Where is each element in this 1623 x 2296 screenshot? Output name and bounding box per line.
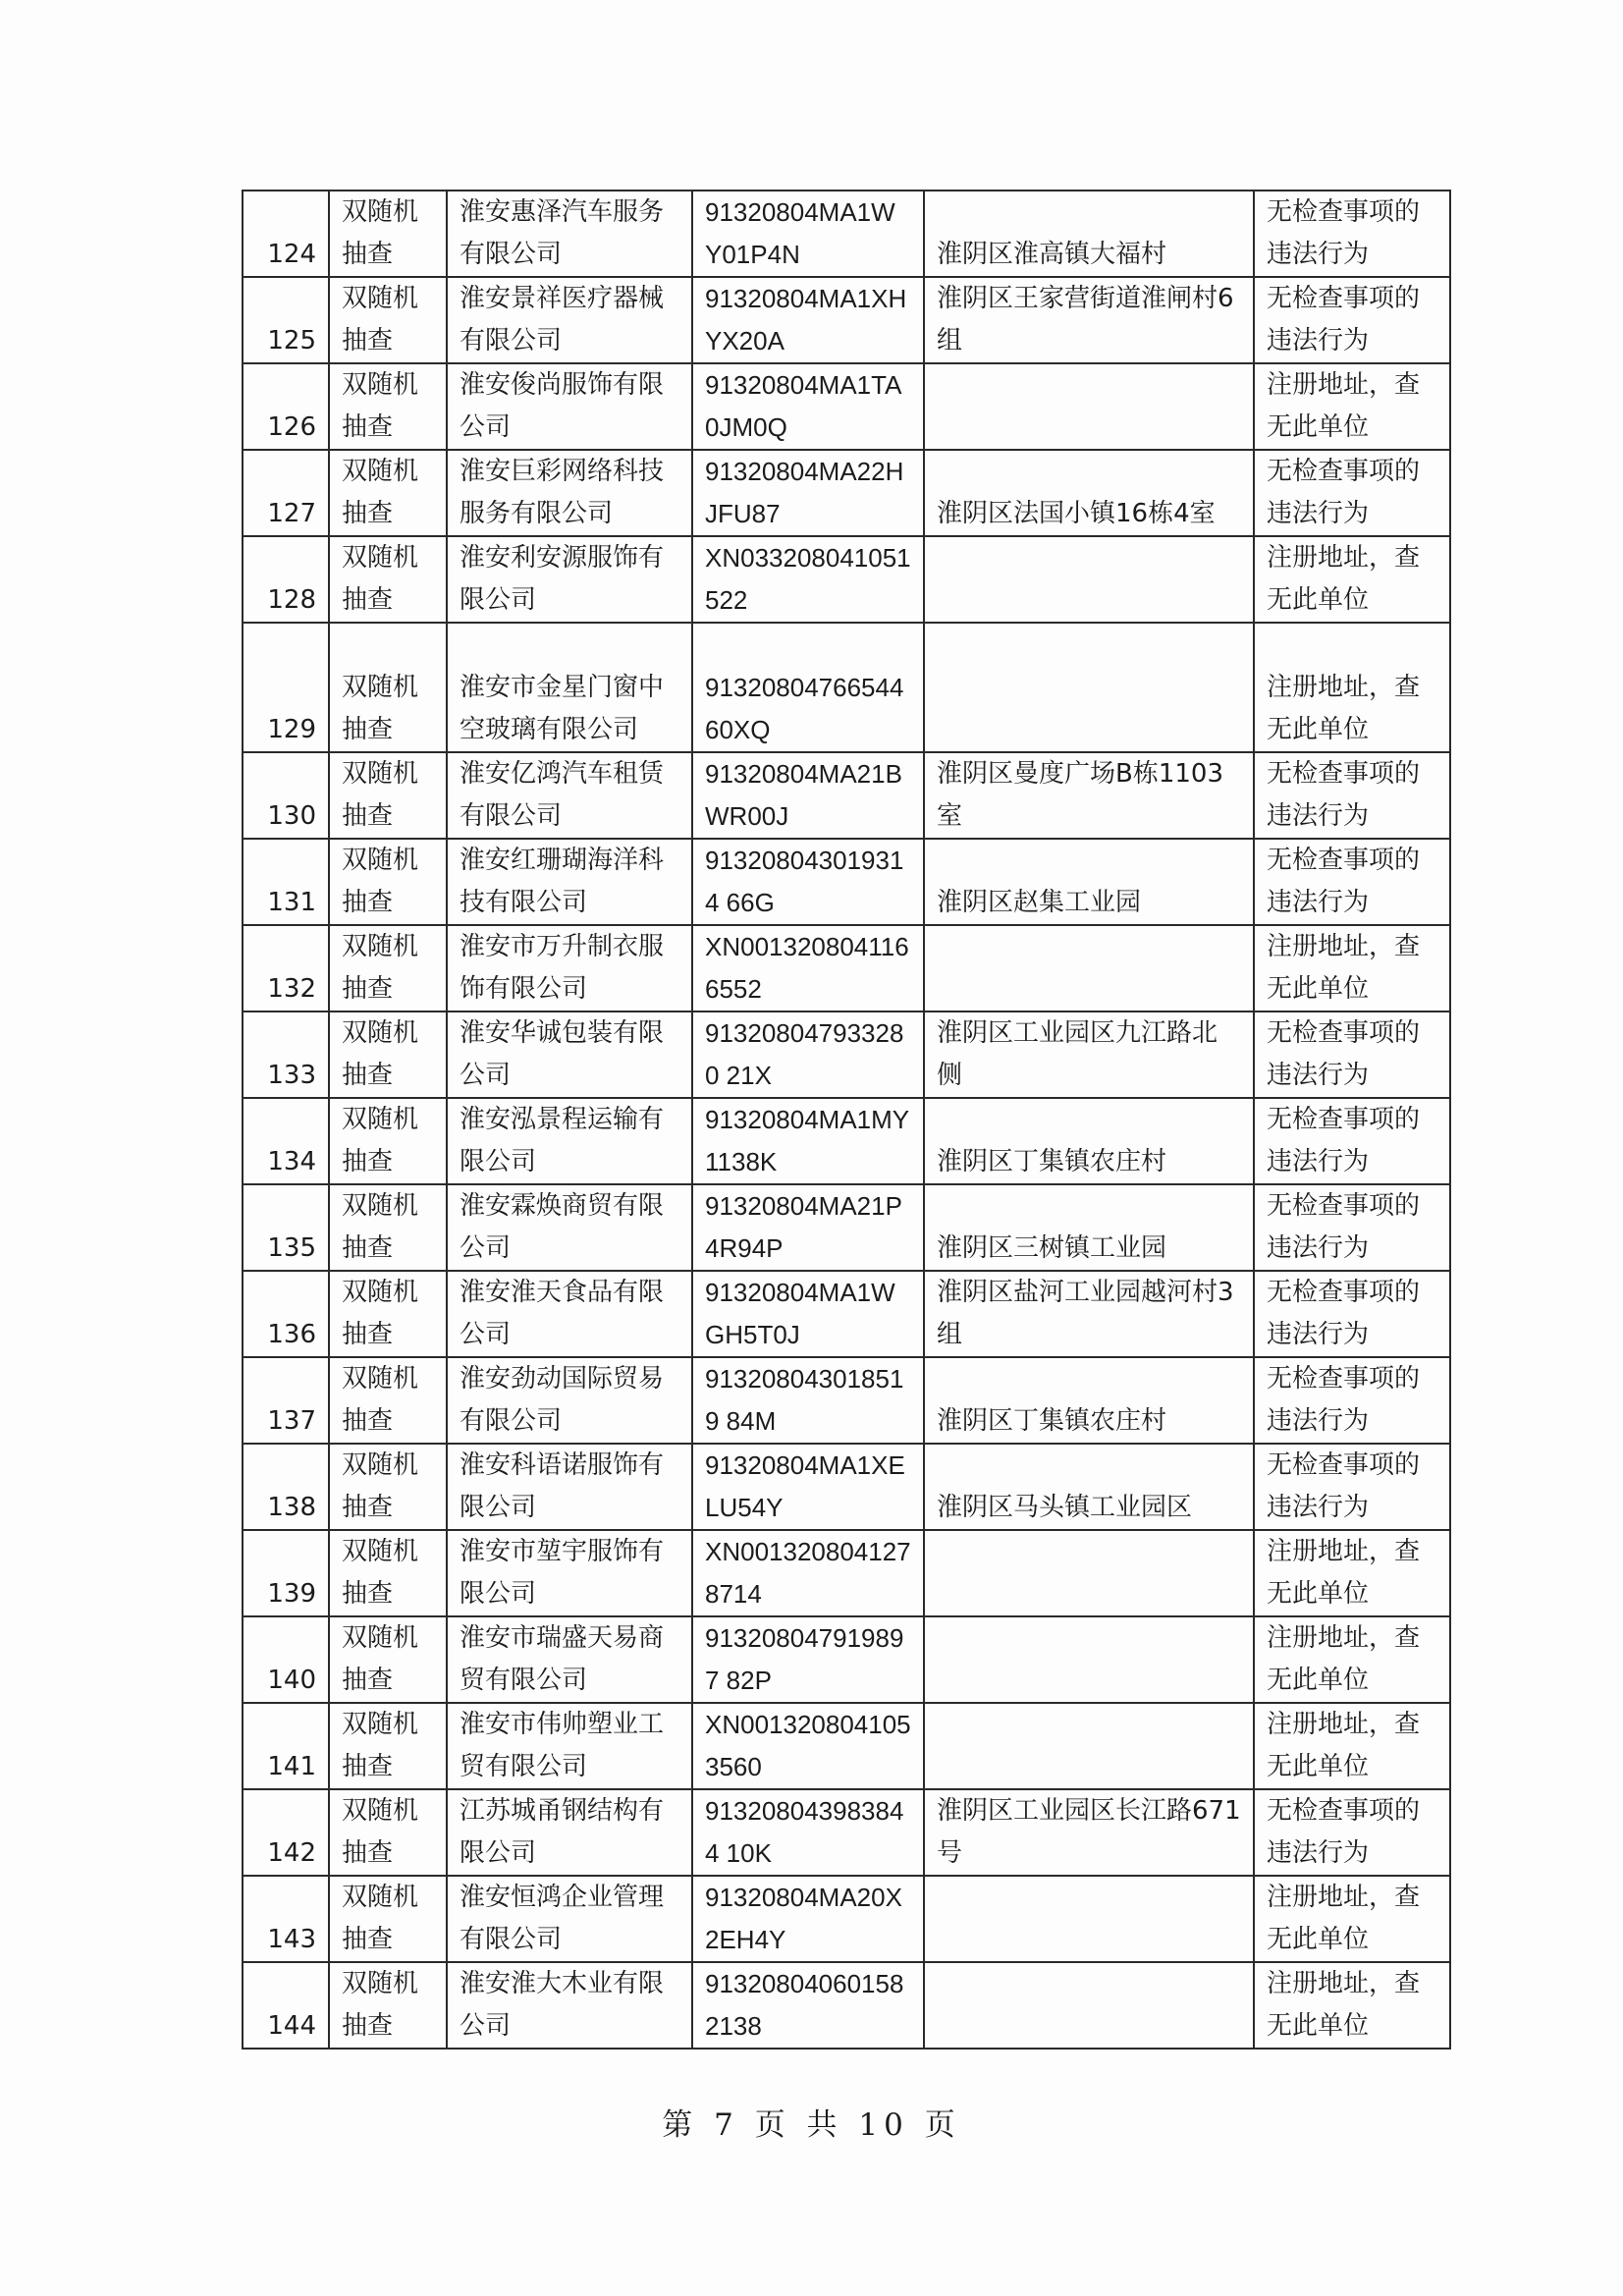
- company-name-cell: [447, 1098, 692, 1184]
- inspection-type-cell: [329, 277, 447, 363]
- company-name-cell: [447, 1876, 692, 1962]
- credit-code-cell: [692, 1789, 924, 1876]
- company-name: 淮安市堃宇服饰有限公司: [460, 1537, 665, 1609]
- company-name: 淮安俊尚服饰有限公司: [460, 370, 665, 442]
- credit-code-cell: [692, 363, 924, 450]
- table-row: [243, 1876, 1450, 1962]
- inspection-type: 双随机抽查: [342, 457, 419, 528]
- inspection-result: 注册地址，查无此单位: [1267, 1710, 1421, 1781]
- inspection-type-cell: [329, 450, 447, 536]
- address-cell: [924, 925, 1254, 1011]
- company-name: 淮安霖焕商贸有限公司: [460, 1191, 665, 1263]
- credit-code-cell: [692, 450, 924, 536]
- table-row: [243, 363, 1450, 450]
- credit-code-cell: [692, 752, 924, 839]
- company-name: 淮安华诚包装有限公司: [460, 1018, 665, 1090]
- address-cell: [924, 363, 1254, 450]
- page-footer: [0, 2100, 1623, 2144]
- inspection-type-cell: [329, 752, 447, 839]
- inspection-type: 双随机抽查: [342, 1278, 419, 1349]
- address-cell: [924, 191, 1254, 277]
- credit-code: 91320804MA21P4R94P: [705, 1191, 902, 1263]
- company-name: 淮安泓景程运输有限公司: [460, 1105, 665, 1176]
- inspection-result: 无检查事项的违法行为: [1267, 197, 1421, 269]
- address-cell: [924, 1444, 1254, 1530]
- row-number: 127: [267, 499, 316, 528]
- inspection-result: 无检查事项的违法行为: [1267, 1278, 1421, 1349]
- inspection-type-cell: [329, 1876, 447, 1962]
- table-row: [243, 1098, 1450, 1184]
- row-number-cell: [243, 536, 329, 623]
- row-number-cell: [243, 1444, 329, 1530]
- row-number: 126: [267, 412, 316, 442]
- inspection-type: 双随机抽查: [342, 197, 419, 269]
- inspection-result-cell: [1254, 1357, 1450, 1444]
- company-name: 淮安市金星门窗中空玻璃有限公司: [460, 673, 665, 744]
- address: 淮阴区丁集镇农庄村: [937, 1406, 1167, 1436]
- inspection-type: 双随机抽查: [342, 1537, 419, 1609]
- inspection-result: 注册地址，查无此单位: [1267, 370, 1421, 442]
- row-number: 125: [267, 326, 316, 355]
- company-name: 淮安巨彩网络科技服务有限公司: [460, 457, 665, 528]
- inspection-type: 双随机抽查: [342, 284, 419, 355]
- inspection-type-cell: [329, 1703, 447, 1789]
- inspection-result: 无检查事项的违法行为: [1267, 759, 1421, 831]
- table-row: [243, 839, 1450, 925]
- row-number-cell: [243, 623, 329, 752]
- row-number-cell: [243, 1357, 329, 1444]
- credit-code-cell: [692, 1616, 924, 1703]
- company-name-cell: [447, 450, 692, 536]
- inspection-result-cell: [1254, 1962, 1450, 2049]
- inspection-result-cell: [1254, 1011, 1450, 1098]
- company-name: 淮安市瑞盛天易商贸有限公司: [460, 1623, 665, 1695]
- address-cell: [924, 1962, 1254, 2049]
- row-number-cell: [243, 1530, 329, 1616]
- credit-code-cell: [692, 1184, 924, 1271]
- inspection-results-table: [242, 190, 1451, 2050]
- credit-code: XN0013208041166552: [705, 932, 909, 1004]
- credit-code: 91320804MA21BWR00J: [705, 759, 902, 831]
- credit-code: 9132080476654460XQ: [705, 673, 904, 744]
- address: 淮阴区丁集镇农庄村: [937, 1147, 1167, 1176]
- inspection-type-cell: [329, 1962, 447, 2049]
- inspection-result: 注册地址，查无此单位: [1267, 543, 1421, 615]
- inspection-result-cell: [1254, 363, 1450, 450]
- credit-code-cell: [692, 1530, 924, 1616]
- row-number-cell: [243, 1703, 329, 1789]
- credit-code-cell: [692, 191, 924, 277]
- address-cell: [924, 1271, 1254, 1357]
- inspection-result: 无检查事项的违法行为: [1267, 1450, 1421, 1522]
- inspection-result-cell: [1254, 536, 1450, 623]
- address-cell: [924, 1098, 1254, 1184]
- address-cell: [924, 1011, 1254, 1098]
- inspection-result: 无检查事项的违法行为: [1267, 1796, 1421, 1868]
- inspection-type-cell: [329, 925, 447, 1011]
- row-number: 133: [267, 1061, 316, 1090]
- inspection-result-cell: [1254, 1703, 1450, 1789]
- company-name: 江苏城甬钢结构有限公司: [460, 1796, 665, 1868]
- table-row: [243, 1184, 1450, 1271]
- credit-code: 91320804MA22HJFU87: [705, 457, 904, 528]
- credit-code: 91320804MA1TA0JM0Q: [705, 370, 902, 442]
- inspection-type-cell: [329, 536, 447, 623]
- company-name-cell: [447, 925, 692, 1011]
- address-cell: [924, 536, 1254, 623]
- address: 淮阴区马头镇工业园区: [937, 1493, 1193, 1522]
- table-row: [243, 277, 1450, 363]
- credit-code: XN033208041051522: [705, 543, 911, 615]
- inspection-result-cell: [1254, 1098, 1450, 1184]
- inspection-type-cell: [329, 839, 447, 925]
- credit-code-cell: [692, 925, 924, 1011]
- inspection-result-cell: [1254, 1184, 1450, 1271]
- inspection-type-cell: [329, 1271, 447, 1357]
- inspection-result-cell: [1254, 1530, 1450, 1616]
- inspection-result: 无检查事项的违法行为: [1267, 1191, 1421, 1263]
- row-number-cell: [243, 1271, 329, 1357]
- table-row: [243, 191, 1450, 277]
- inspection-type: 双随机抽查: [342, 1450, 419, 1522]
- row-number-cell: [243, 363, 329, 450]
- row-number: 132: [267, 974, 316, 1004]
- credit-code: 913208043983844 10K: [705, 1796, 904, 1868]
- company-name-cell: [447, 277, 692, 363]
- credit-code-cell: [692, 1098, 924, 1184]
- inspection-result-cell: [1254, 277, 1450, 363]
- table-row: [243, 1530, 1450, 1616]
- table-row: [243, 1962, 1450, 2049]
- address-cell: [924, 1876, 1254, 1962]
- row-number-cell: [243, 1876, 329, 1962]
- inspection-result: 注册地址，查无此单位: [1267, 932, 1421, 1004]
- inspection-type-cell: [329, 1184, 447, 1271]
- company-name: 淮安市万升制衣服饰有限公司: [460, 932, 665, 1004]
- credit-code-cell: [692, 536, 924, 623]
- inspection-result-cell: [1254, 752, 1450, 839]
- table-row: [243, 623, 1450, 752]
- inspection-type-cell: [329, 1444, 447, 1530]
- inspection-result-cell: [1254, 1876, 1450, 1962]
- credit-code: XN0013208041053560: [705, 1710, 911, 1781]
- address-cell: [924, 1703, 1254, 1789]
- company-name-cell: [447, 1703, 692, 1789]
- inspection-type: 双随机抽查: [342, 1710, 419, 1781]
- inspection-type: 双随机抽查: [342, 1105, 419, 1176]
- table-row: [243, 752, 1450, 839]
- credit-code-cell: [692, 1357, 924, 1444]
- inspection-result: 注册地址，查无此单位: [1267, 1623, 1421, 1695]
- address-cell: [924, 839, 1254, 925]
- credit-code: 913208043019314 66G: [705, 846, 904, 917]
- row-number: 124: [267, 240, 316, 269]
- table-row: [243, 450, 1450, 536]
- inspection-type: 双随机抽查: [342, 759, 419, 831]
- credit-code: XN0013208041278714: [705, 1537, 911, 1609]
- inspection-type-cell: [329, 191, 447, 277]
- credit-code: 91320804MA1XELU54Y: [705, 1450, 905, 1522]
- company-name: 淮安惠泽汽车服务有限公司: [460, 197, 665, 269]
- address-cell: [924, 1616, 1254, 1703]
- row-number-cell: [243, 925, 329, 1011]
- table-row: [243, 1616, 1450, 1703]
- inspection-result: 注册地址，查无此单位: [1267, 1537, 1421, 1609]
- company-name-cell: [447, 363, 692, 450]
- page-number-label: 第 7 页 共 10 页: [662, 2107, 961, 2143]
- address-cell: [924, 450, 1254, 536]
- inspection-result-cell: [1254, 925, 1450, 1011]
- inspection-type: 双随机抽查: [342, 932, 419, 1004]
- company-name-cell: [447, 623, 692, 752]
- credit-code: 91320804MA1MY1138K: [705, 1105, 910, 1176]
- company-name: 淮安淮天食品有限公司: [460, 1278, 665, 1349]
- row-number: 141: [267, 1752, 316, 1781]
- credit-code: 913208040601582138: [705, 1969, 904, 2041]
- inspection-type: 双随机抽查: [342, 1623, 419, 1695]
- inspection-result-cell: [1254, 623, 1450, 752]
- credit-code: 913208043018519 84M: [705, 1364, 904, 1436]
- address: 淮阴区工业园区长江路671号: [937, 1796, 1241, 1868]
- row-number-cell: [243, 277, 329, 363]
- row-number: 144: [267, 2011, 316, 2041]
- inspection-result: 注册地址，查无此单位: [1267, 1883, 1421, 1954]
- inspection-type: 双随机抽查: [342, 370, 419, 442]
- inspection-result: 注册地址，查无此单位: [1267, 1969, 1421, 2041]
- credit-code: 91320804MA1XHYX20A: [705, 284, 907, 355]
- row-number: 139: [267, 1579, 316, 1609]
- company-name-cell: [447, 1962, 692, 2049]
- address-cell: [924, 1357, 1254, 1444]
- row-number: 134: [267, 1147, 316, 1176]
- inspection-type: 双随机抽查: [342, 1018, 419, 1090]
- inspection-result: 无检查事项的违法行为: [1267, 1018, 1421, 1090]
- row-number-cell: [243, 1789, 329, 1876]
- company-name: 淮安科语诺服饰有限公司: [460, 1450, 665, 1522]
- inspection-type-cell: [329, 1357, 447, 1444]
- row-number-cell: [243, 1011, 329, 1098]
- address-cell: [924, 277, 1254, 363]
- row-number: 137: [267, 1406, 316, 1436]
- address: 淮阴区法国小镇16栋4室: [937, 499, 1216, 528]
- credit-code: 91320804MA1WY01P4N: [705, 197, 895, 269]
- row-number: 128: [267, 585, 316, 615]
- inspection-type: 双随机抽查: [342, 673, 419, 744]
- inspection-result-cell: [1254, 191, 1450, 277]
- inspection-type-cell: [329, 623, 447, 752]
- address-cell: [924, 1530, 1254, 1616]
- address: 淮阴区工业园区九江路北侧: [937, 1018, 1218, 1090]
- credit-code-cell: [692, 1962, 924, 2049]
- address: 淮阴区曼度广场B栋1103室: [937, 759, 1224, 831]
- company-name: 淮安红珊瑚海洋科技有限公司: [460, 846, 665, 917]
- credit-code-cell: [692, 1703, 924, 1789]
- company-name-cell: [447, 536, 692, 623]
- row-number: 136: [267, 1320, 316, 1349]
- company-name-cell: [447, 1011, 692, 1098]
- company-name: 淮安恒鸿企业管理有限公司: [460, 1883, 665, 1954]
- inspection-result-cell: [1254, 1444, 1450, 1530]
- inspection-result-cell: [1254, 1271, 1450, 1357]
- table-row: [243, 1011, 1450, 1098]
- company-name-cell: [447, 1444, 692, 1530]
- company-name-cell: [447, 1357, 692, 1444]
- table-row: [243, 925, 1450, 1011]
- row-number: 130: [267, 801, 316, 831]
- credit-code-cell: [692, 623, 924, 752]
- table-row: [243, 1703, 1450, 1789]
- inspection-result: 无检查事项的违法行为: [1267, 846, 1421, 917]
- row-number-cell: [243, 1962, 329, 2049]
- company-name-cell: [447, 1616, 692, 1703]
- inspection-type: 双随机抽查: [342, 1191, 419, 1263]
- address: 淮阴区王家营街道淮闸村6组: [937, 284, 1234, 355]
- row-number-cell: [243, 450, 329, 536]
- address: 淮阴区淮高镇大福村: [937, 240, 1167, 269]
- inspection-result: 无检查事项的违法行为: [1267, 1364, 1421, 1436]
- address-cell: [924, 752, 1254, 839]
- inspection-type-cell: [329, 1098, 447, 1184]
- company-name-cell: [447, 1530, 692, 1616]
- company-name: 淮安亿鸿汽车租赁有限公司: [460, 759, 665, 831]
- company-name: 淮安劲动国际贸易有限公司: [460, 1364, 665, 1436]
- company-name-cell: [447, 1271, 692, 1357]
- credit-code-cell: [692, 839, 924, 925]
- inspection-type-cell: [329, 1789, 447, 1876]
- credit-code-cell: [692, 1271, 924, 1357]
- inspection-type: 双随机抽查: [342, 846, 419, 917]
- inspection-result-cell: [1254, 450, 1450, 536]
- credit-code-cell: [692, 277, 924, 363]
- credit-code: 91320804MA1WGH5T0J: [705, 1278, 895, 1349]
- inspection-result-cell: [1254, 839, 1450, 925]
- company-name-cell: [447, 1789, 692, 1876]
- row-number: 129: [267, 715, 316, 744]
- inspection-type: 双随机抽查: [342, 1969, 419, 2041]
- inspection-type-cell: [329, 363, 447, 450]
- inspection-result: 无检查事项的违法行为: [1267, 1105, 1421, 1176]
- row-number: 140: [267, 1666, 316, 1695]
- row-number: 142: [267, 1838, 316, 1868]
- address: 淮阴区盐河工业园越河村3组: [937, 1278, 1234, 1349]
- inspection-result: 无检查事项的违法行为: [1267, 457, 1421, 528]
- row-number: 131: [267, 888, 316, 917]
- inspection-type: 双随机抽查: [342, 543, 419, 615]
- address-cell: [924, 1184, 1254, 1271]
- address-cell: [924, 623, 1254, 752]
- inspection-type: 双随机抽查: [342, 1883, 419, 1954]
- row-number-cell: [243, 839, 329, 925]
- table-body: [243, 191, 1450, 2049]
- row-number-cell: [243, 1184, 329, 1271]
- credit-code: 913208047919897 82P: [705, 1623, 904, 1695]
- address: 淮阴区三树镇工业园: [937, 1233, 1167, 1263]
- inspection-result-cell: [1254, 1789, 1450, 1876]
- company-name: 淮安景祥医疗器械有限公司: [460, 284, 665, 355]
- address: 淮阴区赵集工业园: [937, 888, 1142, 917]
- inspection-type-cell: [329, 1530, 447, 1616]
- table-row: [243, 1271, 1450, 1357]
- company-name-cell: [447, 752, 692, 839]
- credit-code-cell: [692, 1444, 924, 1530]
- inspection-type-cell: [329, 1011, 447, 1098]
- row-number-cell: [243, 1616, 329, 1703]
- credit-code-cell: [692, 1876, 924, 1962]
- inspection-type: 双随机抽查: [342, 1364, 419, 1436]
- company-name-cell: [447, 1184, 692, 1271]
- inspection-result: 注册地址，查无此单位: [1267, 673, 1421, 744]
- row-number: 143: [267, 1925, 316, 1954]
- table-row: [243, 536, 1450, 623]
- inspection-result: 无检查事项的违法行为: [1267, 284, 1421, 355]
- row-number-cell: [243, 191, 329, 277]
- row-number-cell: [243, 1098, 329, 1184]
- credit-code: 913208047933280 21X: [705, 1018, 904, 1090]
- row-number: 135: [267, 1233, 316, 1263]
- table-row: [243, 1357, 1450, 1444]
- inspection-type: 双随机抽查: [342, 1796, 419, 1868]
- table-row: [243, 1789, 1450, 1876]
- credit-code: 91320804MA20X2EH4Y: [705, 1883, 902, 1954]
- inspection-result-cell: [1254, 1616, 1450, 1703]
- company-name-cell: [447, 191, 692, 277]
- company-name: 淮安市伟帅塑业工贸有限公司: [460, 1710, 665, 1781]
- row-number: 138: [267, 1493, 316, 1522]
- table-row: [243, 1444, 1450, 1530]
- row-number-cell: [243, 752, 329, 839]
- company-name-cell: [447, 839, 692, 925]
- inspection-type-cell: [329, 1616, 447, 1703]
- credit-code-cell: [692, 1011, 924, 1098]
- company-name: 淮安利安源服饰有限公司: [460, 543, 665, 615]
- address-cell: [924, 1789, 1254, 1876]
- company-name: 淮安淮大木业有限公司: [460, 1969, 665, 2041]
